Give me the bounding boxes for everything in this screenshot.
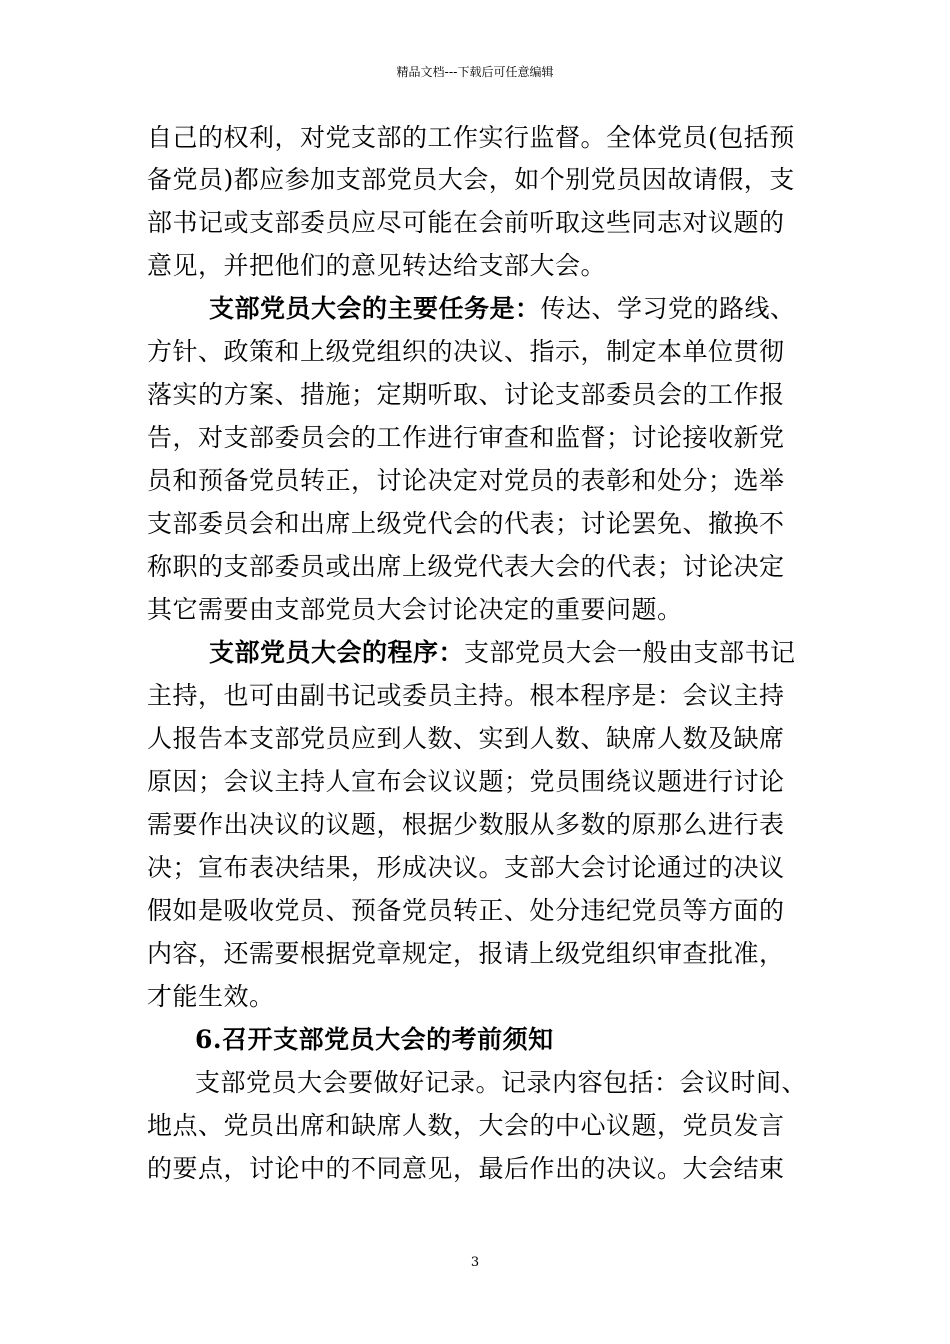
body-line: 决；宣布表决结果，形成决议。支部大会讨论通过的决议	[147, 853, 785, 882]
body-line: 地点、党员出席和缺席人数，大会的中心议题，党员发言	[147, 1111, 785, 1140]
body-line: 自己的权利，对党支部的工作实行监督。全体党员(包括预	[147, 123, 795, 152]
page-header: 精品文档---下载后可任意编辑	[396, 65, 554, 79]
paragraph-lead-text: 传达、学习党的路线、	[540, 294, 796, 323]
paragraph-lead-bold: 支部党员大会的程序：	[209, 638, 465, 667]
body-line: 备党员)都应参加支部党员大会，如个别党员因故请假，支	[147, 165, 795, 194]
body-line: 落实的方案、措施；定期听取、讨论支部委员会的工作报	[147, 380, 785, 409]
body-line: 内容，还需要根据党章规定，报请上级党组织审查批准，	[147, 939, 785, 968]
body-line: 人报告本支部党员应到人数、实到人数、缺席人数及缺席	[147, 724, 785, 753]
body-line: 部书记或支部委员应尽可能在会前听取这些同志对议题的	[147, 208, 785, 237]
paragraph-lead-line	[209, 633, 796, 673]
body-line: 员和预备党员转正，讨论决定对党员的表彰和处分；选举	[147, 466, 785, 495]
section-heading: 6.召开支部党员大会的考前须知	[195, 1025, 554, 1054]
body-line: 意见，并把他们的意见转达给支部大会。	[147, 251, 607, 280]
paragraph-lead-line	[209, 289, 796, 329]
paragraph-lead-bold: 支部党员大会的主要任务是：	[209, 294, 541, 323]
body-line: 假如是吸收党员、预备党员转正、处分违纪党员等方面的	[147, 896, 785, 925]
body-line: 其它需要由支部党员大会讨论决定的重要问题。	[147, 595, 683, 624]
body-line: 支部委员会和出席上级党代会的代表；讨论罢免、撤换不	[147, 509, 785, 538]
body-line: 主持，也可由副书记或委员主持。根本程序是：会议主持	[147, 681, 785, 710]
body-line: 需要作出决议的议题，根据少数服从多数的原那么进行表	[147, 810, 785, 839]
body-line: 方针、政策和上级党组织的决议、指示，制定本单位贯彻	[147, 337, 785, 366]
paragraph-lead-text: 支部党员大会一般由支部书记	[464, 638, 796, 667]
body-line: 原因；会议主持人宣布会议议题；党员围绕议题进行讨论	[147, 767, 785, 796]
body-line: 才能生效。	[147, 982, 275, 1011]
body-line: 称职的支部委员或出席上级党代表大会的代表；讨论决定	[147, 552, 785, 581]
body-line: 的要点，讨论中的不同意见，最后作出的决议。大会结束	[147, 1154, 785, 1183]
page-number: 3	[470, 1255, 480, 1270]
body-line: 支部党员大会要做好记录。记录内容包括：会议时间、	[195, 1068, 808, 1097]
body-line: 告，对支部委员会的工作进行审查和监督；讨论接收新党	[147, 423, 785, 452]
